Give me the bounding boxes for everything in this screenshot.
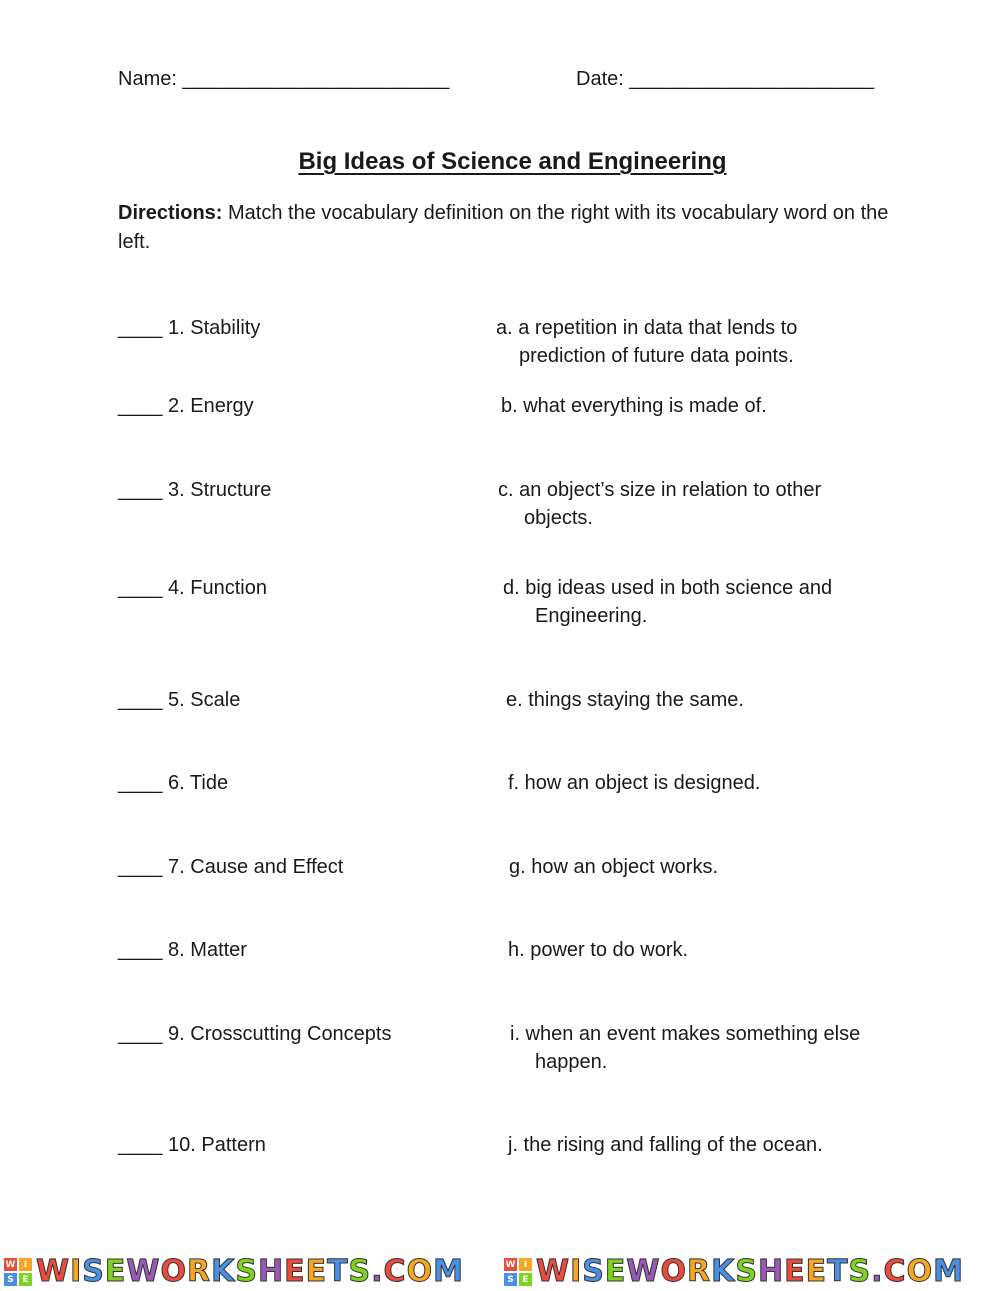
watermark-letter: E (805, 1254, 828, 1289)
logo-letter: S (504, 1273, 517, 1286)
watermark-letter: E (104, 1254, 127, 1289)
watermark-letter: T (327, 1254, 349, 1289)
watermark-letter: I (70, 1254, 83, 1289)
watermark-letter: M (933, 1254, 964, 1289)
definition-e (506, 686, 926, 714)
vocab-word-2: ____ 2. Energy (118, 395, 254, 417)
vocab-word-4: ____ 4. Function (118, 577, 267, 599)
watermark-letter: T (827, 1254, 849, 1289)
watermark-letter: S (82, 1254, 105, 1289)
vocab-word-9: ____ 9. Crosscutting Concepts (118, 1023, 392, 1045)
definition-line: a. a repetition in data that lends to (496, 317, 798, 339)
definition-continuation: objects. (524, 507, 593, 529)
logo-letter: E (519, 1273, 532, 1286)
vocab-word-3: ____ 3. Structure (118, 479, 272, 501)
watermark-letter: S (348, 1254, 372, 1289)
watermark-letter: S (582, 1254, 605, 1289)
definition-continuation: prediction of future data points. (519, 345, 794, 367)
name-field-line: Name: ________________________ (118, 68, 450, 90)
definition-f (508, 769, 928, 797)
watermark-letter: O (406, 1254, 434, 1289)
watermark-letter: H (757, 1254, 785, 1289)
watermark-letter: M (433, 1254, 464, 1289)
definition-line: f. how an object is designed. (508, 772, 761, 794)
watermark-logo-icon (504, 1258, 532, 1286)
watermark-letter: E (784, 1254, 806, 1289)
watermark-letter: E (305, 1254, 328, 1289)
definition-g (509, 853, 929, 881)
definition-j (508, 1131, 928, 1159)
definition-b (501, 392, 921, 420)
watermark-text (536, 1256, 964, 1288)
definition-d (503, 574, 923, 630)
vocab-word-7: ____ 7. Cause and Effect (118, 856, 344, 878)
definition-continuation: Engineering. (535, 605, 648, 627)
watermark-letter: . (871, 1254, 884, 1289)
logo-letter: I (519, 1258, 532, 1271)
watermark-letter: C (883, 1254, 907, 1289)
definition-line: e. things staying the same. (506, 689, 744, 711)
definition-i (510, 1020, 930, 1076)
watermark-logo-left (4, 1256, 464, 1288)
definition-a (496, 314, 916, 370)
watermark-letter: W (36, 1254, 71, 1289)
vocab-word-6: ____ 6. Tide (118, 772, 229, 794)
watermark-letter: S (848, 1254, 872, 1289)
watermark-letter: E (604, 1254, 627, 1289)
logo-letter: W (505, 1259, 516, 1270)
logo-letter: I (19, 1258, 32, 1271)
logo-letter: E (19, 1273, 32, 1286)
watermark-letter: H (257, 1254, 285, 1289)
definition-line: i. when an event makes something else (510, 1023, 861, 1045)
watermark-letter: S (235, 1254, 258, 1289)
watermark-letter: O (906, 1254, 934, 1289)
watermark-letter: S (735, 1254, 758, 1289)
watermark-letter: E (284, 1254, 306, 1289)
definition-line: h. power to do work. (508, 939, 689, 961)
watermark-letter: W (626, 1254, 661, 1289)
definition-line: j. the rising and falling of the ocean. (508, 1134, 823, 1156)
watermark-text (36, 1256, 464, 1288)
definition-line: b. what everything is made of. (501, 395, 767, 417)
vocab-word-10: ____ 10. Pattern (118, 1134, 266, 1156)
watermark-letter: K (211, 1254, 236, 1289)
worksheet-title: Big Ideas of Science and Engineering (298, 148, 727, 175)
watermark-letter: R (186, 1254, 212, 1289)
watermark-footer (0, 1250, 1000, 1291)
watermark-letter: I (570, 1254, 583, 1289)
date-field-line: Date: ______________________ (576, 68, 875, 90)
watermark-letter: O (660, 1254, 687, 1289)
logo-letter: W (5, 1259, 16, 1270)
watermark-letter: O (160, 1254, 187, 1289)
definition-line: c. an object’s size in relation to other (498, 479, 822, 501)
vocab-word-5: ____ 5. Scale (118, 689, 241, 711)
directions (118, 199, 918, 257)
vocab-word-8: ____ 8. Matter (118, 939, 247, 961)
watermark-letter: K (711, 1254, 736, 1289)
watermark-letter: W (536, 1254, 571, 1289)
definition-c (498, 476, 918, 532)
definition-continuation: happen. (535, 1051, 608, 1073)
logo-letter: S (4, 1273, 17, 1286)
definition-line: d. big ideas used in both science and (503, 577, 833, 599)
definition-line: g. how an object works. (509, 856, 718, 878)
watermark-letter: W (126, 1254, 161, 1289)
watermark-logo-icon (4, 1258, 32, 1286)
watermark-logo-right (504, 1256, 964, 1288)
directions-label: Directions: (118, 202, 223, 224)
definition-h (508, 936, 928, 964)
directions-text: Match the vocabulary definition on the right with its vocabulary word on the left. (118, 202, 889, 253)
watermark-letter: . (371, 1254, 384, 1289)
watermark-letter: C (383, 1254, 407, 1289)
vocab-word-1: ____ 1. Stability (118, 317, 261, 339)
watermark-letter: R (686, 1254, 712, 1289)
